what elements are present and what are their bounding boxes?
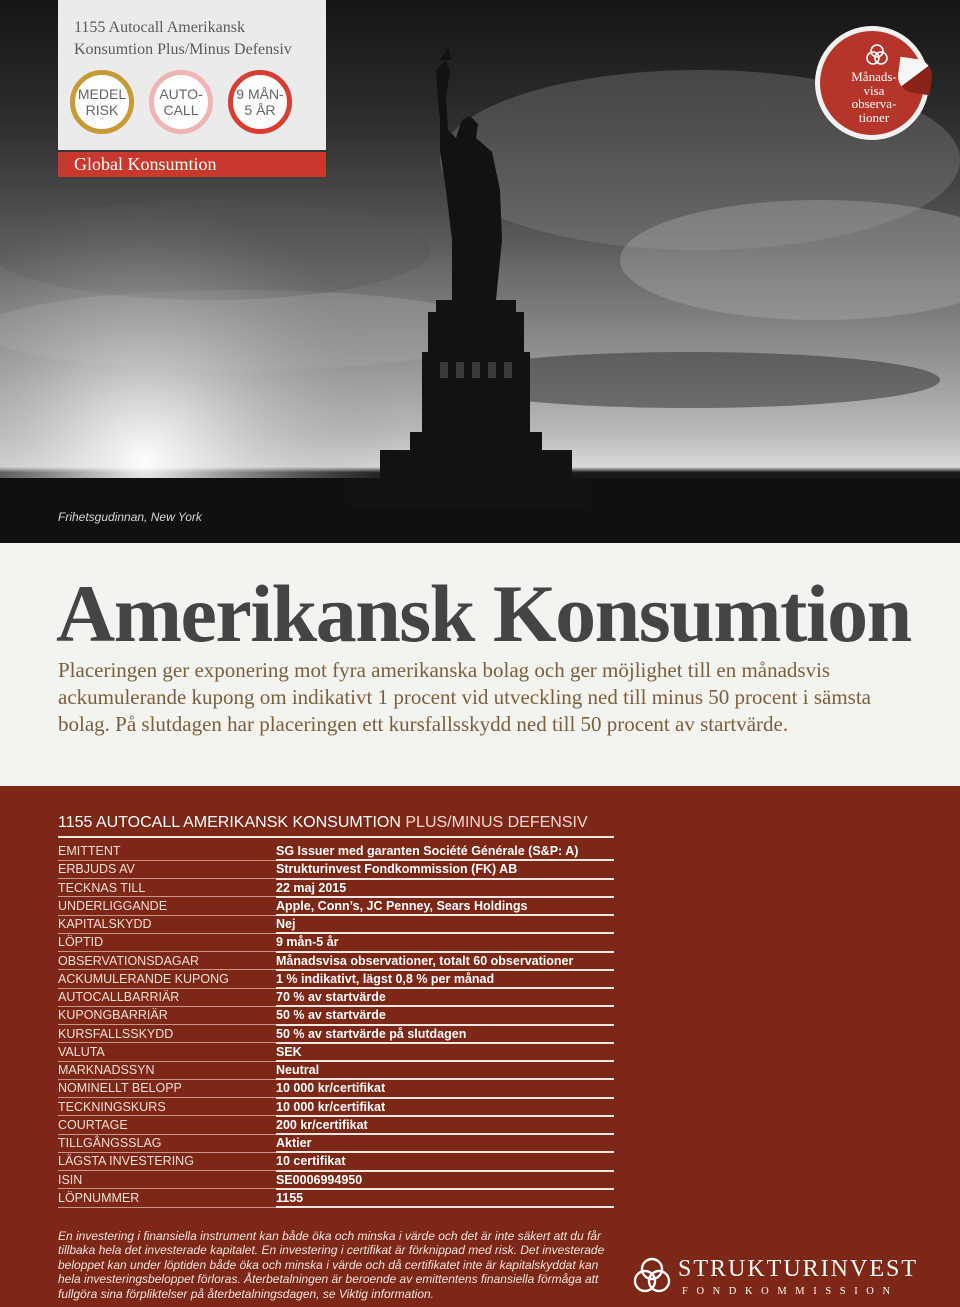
fact-label: ACKUMULERANDE KUPONG [58,970,276,988]
table-row [58,952,614,970]
table-row [58,915,614,933]
fact-value: 70 % av startvärde [276,988,614,1006]
fact-label: LÖPTID [58,933,276,951]
monthly-badge-text: Månads- visa observa- tioner [851,69,897,125]
fact-value: Aktier [276,1134,614,1152]
fact-value: 50 % av startvärde på slutdagen [276,1025,614,1043]
fact-label: OBSERVATIONSDAGAR [58,952,276,970]
rings-logo-icon [632,1256,672,1296]
table-row [58,1134,614,1152]
table-row [58,1006,614,1024]
table-row [58,897,614,915]
table-row [58,1061,614,1079]
product-header-box [58,0,326,150]
brand-logo [632,1256,919,1302]
facts-title-rule [58,836,614,838]
table-row [58,1116,614,1134]
table-row [58,860,614,878]
fact-value: Apple, Conn’s, JC Penney, Sears Holdings [276,897,614,915]
intro-section [0,543,960,786]
product-title [74,17,292,61]
hero-photo [0,0,960,543]
fact-label: EMITTENT [58,842,276,860]
fact-value: 1155 [276,1189,614,1207]
fact-value: SEK [276,1043,614,1061]
fact-value: 10 000 kr/certifikat [276,1079,614,1097]
fact-label: NOMINELLT BELOPP [58,1079,276,1097]
fact-table [58,842,614,1208]
fact-label: VALUTA [58,1043,276,1061]
risk-badge: MEDEL RISK [70,70,134,134]
fact-value: SE0006994950 [276,1171,614,1189]
fact-label: TECKNINGSKURS [58,1098,276,1116]
facts-title-light: PLUS/MINUS DEFENSIV [400,814,588,831]
fact-label: AUTOCALLBARRIÄR [58,988,276,1006]
fact-label: UNDERLIGGANDE [58,897,276,915]
rings-logo-icon [864,43,890,69]
table-row [58,842,614,860]
photo-caption: Frihetsgudinnan, New York [58,510,202,524]
fact-label: MARKNADSSYN [58,1061,276,1079]
fact-label: KURSFALLSSKYDD [58,1025,276,1043]
fact-value: Neutral [276,1061,614,1079]
fact-label: COURTAGE [58,1116,276,1134]
product-title-text: 1155 Autocall Amerikansk Konsumtion Plus/Minus Defensiv [74,19,292,58]
brand-name: STRUKTURINVEST [678,1256,919,1282]
table-row [58,933,614,951]
table-row [58,879,614,897]
category-bar: Global Konsumtion [58,152,326,177]
fact-label: LÖPNUMMER [58,1189,276,1207]
autocall-badge: AUTO- CALL [149,70,213,134]
fact-label: KUPONGBARRIÄR [58,1006,276,1024]
brand-subtitle: FONDKOMMISSION [682,1286,899,1297]
disclaimer-text: En investering i finansiella instrument kan både öka och minska i värde och det är inte säkert att du får tillbaka hela det investerade kapitalet. En investering i certifikat är förknippad med risk. Det investerade beloppet kan under löptiden både öka och minska i värde och då certifikatet inte är kapitalskyddat kan hela investeringsbeloppet förloras. Återbetalningen är beroende av emittentens finansiella förmåga att fullgöra sina förpliktelser på återbetalningsdagen, se Viktig information. [58,1229,605,1301]
fact-value: SG Issuer med garanten Société Générale (S&P: A) [276,842,614,860]
lead-paragraph: Placeringen ger exponering mot fyra amerikanska bolag och ger möjlighet till en månadsvis ackumulerande kupong om indikativt 1 procent vid utveckling ned till minus 50 procent i sämsta bolag. På slutdagen har placeringen ett kursfallsskydd ned till 50 procent av startvärde. [58,658,872,736]
fact-label: TILLGÅNGSSLAG [58,1134,276,1152]
table-row [58,1189,614,1207]
monthly-observations-badge [815,26,929,140]
table-row [58,1043,614,1061]
fact-value: Månadsvisa observationer, totalt 60 observationer [276,952,614,970]
fact-value: 1 % indikativt, lägst 0,8 % per månad [276,970,614,988]
fact-label: ERBJUDS AV [58,860,276,878]
table-row [58,988,614,1006]
table-row [58,1098,614,1116]
fact-label: ISIN [58,1171,276,1189]
fact-value: Nej [276,915,614,933]
fact-label: KAPITALSKYDD [58,915,276,933]
duration-badge: 9 MÅN- 5 ÅR [228,70,292,134]
table-row [58,1025,614,1043]
table-row [58,1171,614,1189]
fact-value: 10 certifikat [276,1152,614,1170]
facts-section [0,786,960,1307]
fact-value: 22 maj 2015 [276,879,614,897]
table-row [58,1079,614,1097]
facts-title-bold: 1155 AUTOCALL AMERIKANSK KONSUMTION [58,814,401,831]
fact-label: LÄGSTA INVESTERING [58,1152,276,1170]
fact-value: Strukturinvest Fondkommission (FK) AB [276,860,614,878]
facts-title [58,814,588,832]
fact-value: 10 000 kr/certifikat [276,1098,614,1116]
table-row [58,970,614,988]
fact-label: TECKNAS TILL [58,879,276,897]
fact-value: 200 kr/certifikat [276,1116,614,1134]
fact-value: 9 mån-5 år [276,933,614,951]
main-title: Amerikansk Konsumtion [56,568,911,659]
fact-value: 50 % av startvärde [276,1006,614,1024]
table-row [58,1152,614,1170]
